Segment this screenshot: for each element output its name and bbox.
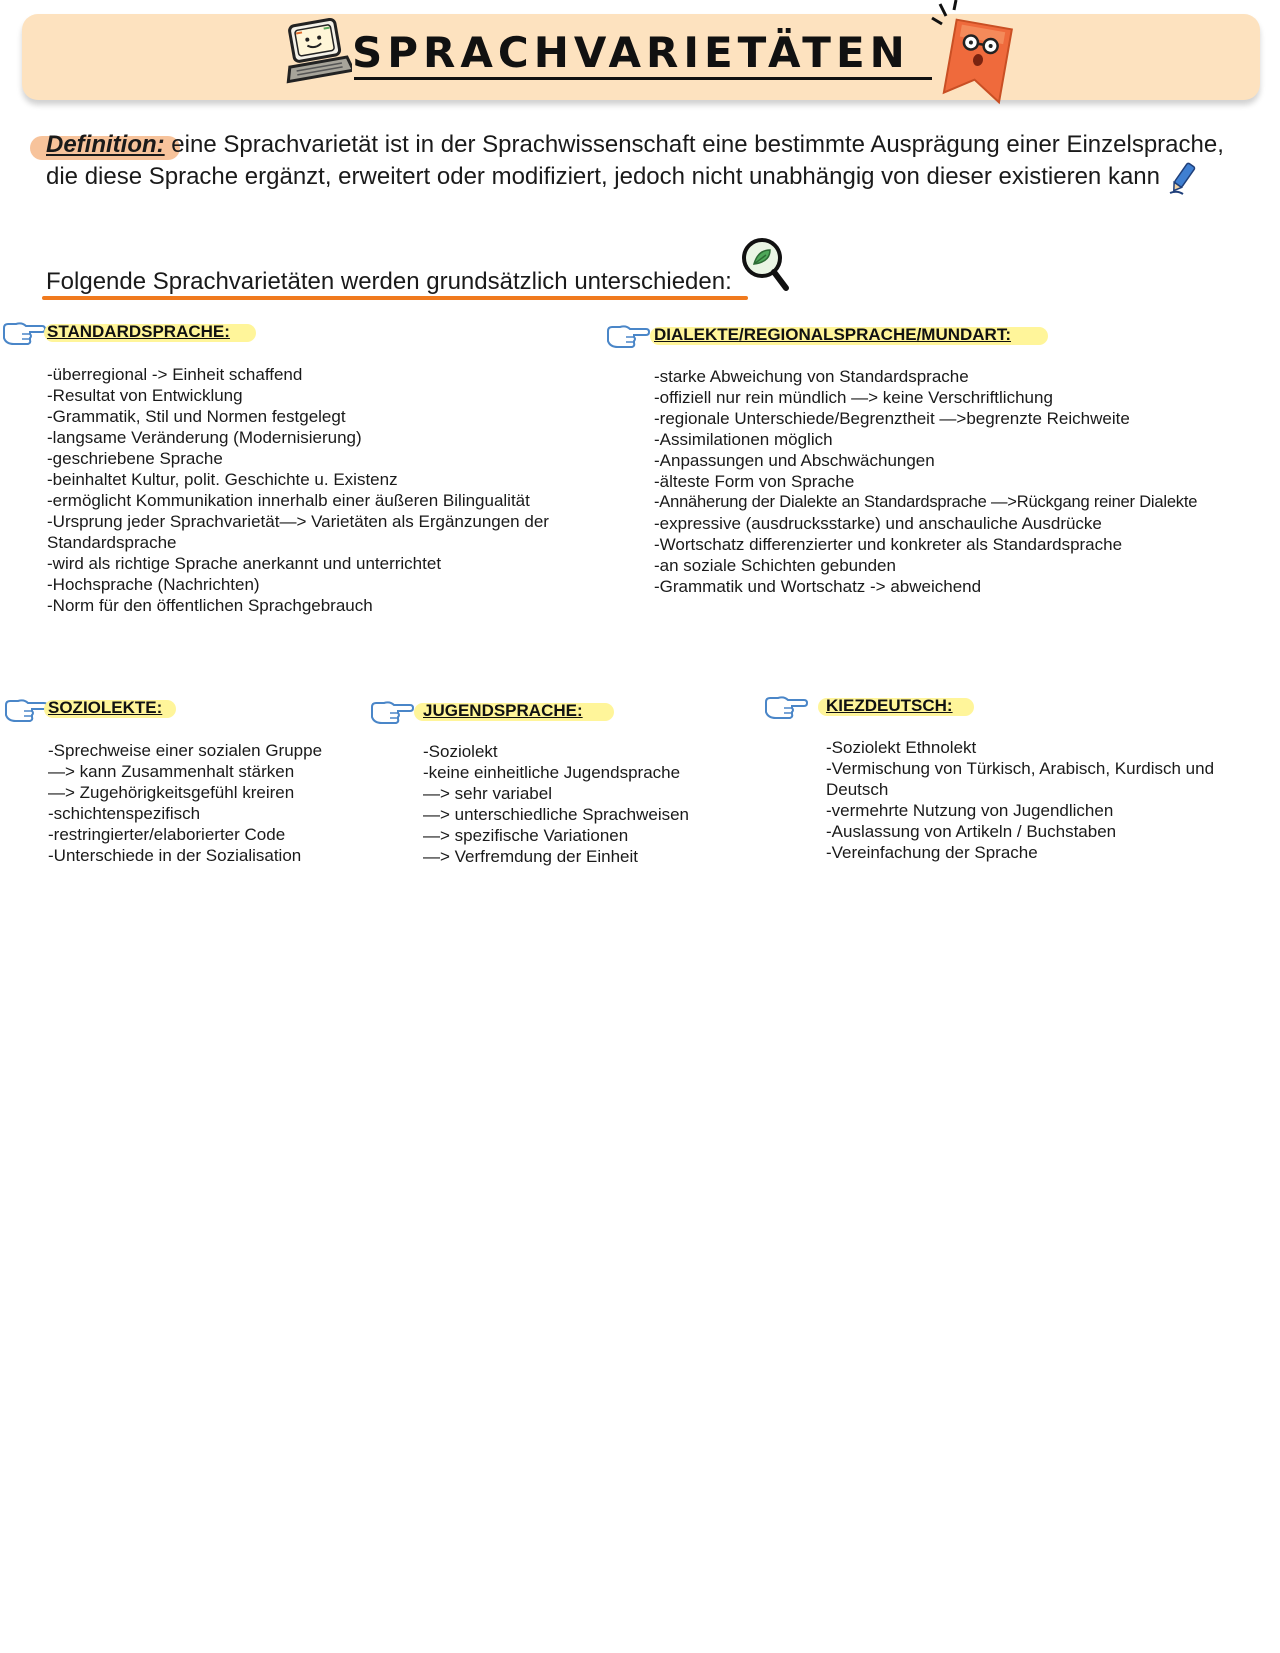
- list-kiezdeutsch: [826, 737, 1266, 863]
- definition-text: eine Sprachvarietät ist in der Sprachwissenschaft eine bestimmte Ausprägung einer Einzelsprache, die diese Sprache ergänzt, erweitert oder modifiziert, jedoch nicht unabhängig von dieser existieren kann: [46, 131, 1224, 190]
- list-item: -Ursprung jeder Sprachvarietät—> Varietäten als Ergänzungen der Standardsprache: [47, 512, 549, 552]
- pointing-hand-icon: [606, 323, 650, 351]
- bookmark-icon: [926, 0, 1016, 112]
- heading-dialekte: DIALEKTE/REGIONALSPRACHE/MUNDART:: [654, 325, 1011, 344]
- list-jugendsprache: [423, 741, 763, 867]
- list-item: —> Zugehörigkeitsgefühl kreiren: [48, 783, 295, 802]
- list-item: -geschriebene Sprache: [47, 449, 223, 468]
- title-underline: [354, 77, 932, 80]
- list-item: -keine einheitliche Jugendsprache: [423, 763, 681, 782]
- list-item: -Wortschatz differenzierter und konkreter als Standardsprache: [654, 535, 1123, 554]
- list-standardsprache: [47, 364, 577, 616]
- laptop-icon: [284, 14, 352, 92]
- heading-standardsprache: STANDARDSPRACHE:: [47, 322, 230, 341]
- intro-text: Folgende Sprachvarietäten werden grundsätzlich unterschieden:: [46, 268, 732, 295]
- list-item: -Norm für den öffentlichen Sprachgebrauch: [47, 596, 373, 615]
- pointing-hand-icon: [764, 694, 808, 722]
- list-item: -an soziale Schichten gebunden: [654, 556, 896, 575]
- list-item: -regionale Unterschiede/Begrenztheit —>begrenzte Reichweite: [654, 409, 1130, 428]
- list-soziolekte: [48, 740, 368, 866]
- list-item: -beinhaltet Kultur, polit. Geschichte u. Existenz: [47, 470, 398, 489]
- list-item: -wird als richtige Sprache anerkannt und unterrichtet: [47, 554, 442, 573]
- list-item: -starke Abweichung von Standardsprache: [654, 367, 969, 386]
- page-title: SPRACHVARIETÄTEN: [352, 28, 910, 77]
- pointing-hand-icon: [2, 320, 46, 348]
- list-item: -Vereinfachung der Sprache: [826, 843, 1038, 862]
- list-item: -expressive (ausdrucksstarke) und anschauliche Ausdrücke: [654, 514, 1102, 533]
- list-item: -restringierter/elaborierter Code: [48, 825, 286, 844]
- heading-jugendsprache: JUGENDSPRACHE:: [423, 701, 583, 720]
- list-item: —> Verfremdung der Einheit: [423, 847, 638, 866]
- list-item: -Unterschiede in der Sozialisation: [48, 846, 302, 865]
- list-item: -Soziolekt Ethnolekt: [826, 738, 977, 757]
- list-item: -Soziolekt: [423, 742, 498, 761]
- list-item: -Grammatik, Stil und Normen festgelegt: [47, 407, 346, 426]
- list-item: -Hochsprache (Nachrichten): [47, 575, 260, 594]
- list-item: -schichtenspezifisch: [48, 804, 201, 823]
- pencil-icon: [1167, 160, 1197, 196]
- list-item: -Assimilationen möglich: [654, 430, 833, 449]
- list-item: -überregional -> Einheit schaffend: [47, 365, 303, 384]
- list-dialekte: [654, 366, 1274, 597]
- magnifier-icon: [740, 236, 790, 294]
- list-item: -Resultat von Entwicklung: [47, 386, 243, 405]
- list-item: —> kann Zusammenhalt stärken: [48, 762, 295, 781]
- list-item: -offiziell nur rein mündlich —> keine Verschriftlichung: [654, 388, 1053, 407]
- list-item: -Anpassungen und Abschwächungen: [654, 451, 935, 470]
- list-item: —> sehr variabel: [423, 784, 552, 803]
- pointing-hand-icon: [4, 697, 48, 725]
- list-item: -ermöglicht Kommunikation innerhalb einer äußeren Bilingualität: [47, 491, 530, 510]
- list-item: -Annäherung der Dialekte an Standardsprache —>Rückgang reiner Dialekte: [654, 493, 1198, 511]
- list-item: -vermehrte Nutzung von Jugendlichen: [826, 801, 1114, 820]
- list-item: -langsame Veränderung (Modernisierung): [47, 428, 362, 447]
- list-item: -Auslassung von Artikeln / Buchstaben: [826, 822, 1117, 841]
- heading-soziolekte: SOZIOLEKTE:: [48, 698, 163, 717]
- list-item: —> spezifische Variationen: [423, 826, 629, 845]
- heading-kiezdeutsch: KIEZDEUTSCH:: [826, 696, 953, 715]
- list-item: —> unterschiedliche Sprachweisen: [423, 805, 690, 824]
- pointing-hand-icon: [370, 699, 414, 727]
- intro-underline: [42, 296, 748, 300]
- definition-paragraph: [46, 130, 1256, 196]
- list-item: -Vermischung von Türkisch, Arabisch, Kurdisch und Deutsch: [826, 759, 1215, 799]
- list-item: -älteste Form von Sprache: [654, 472, 855, 491]
- list-item: -Grammatik und Wortschatz -> abweichend: [654, 577, 982, 596]
- definition-label: Definition:: [46, 131, 165, 158]
- list-item: -Sprechweise einer sozialen Gruppe: [48, 741, 323, 760]
